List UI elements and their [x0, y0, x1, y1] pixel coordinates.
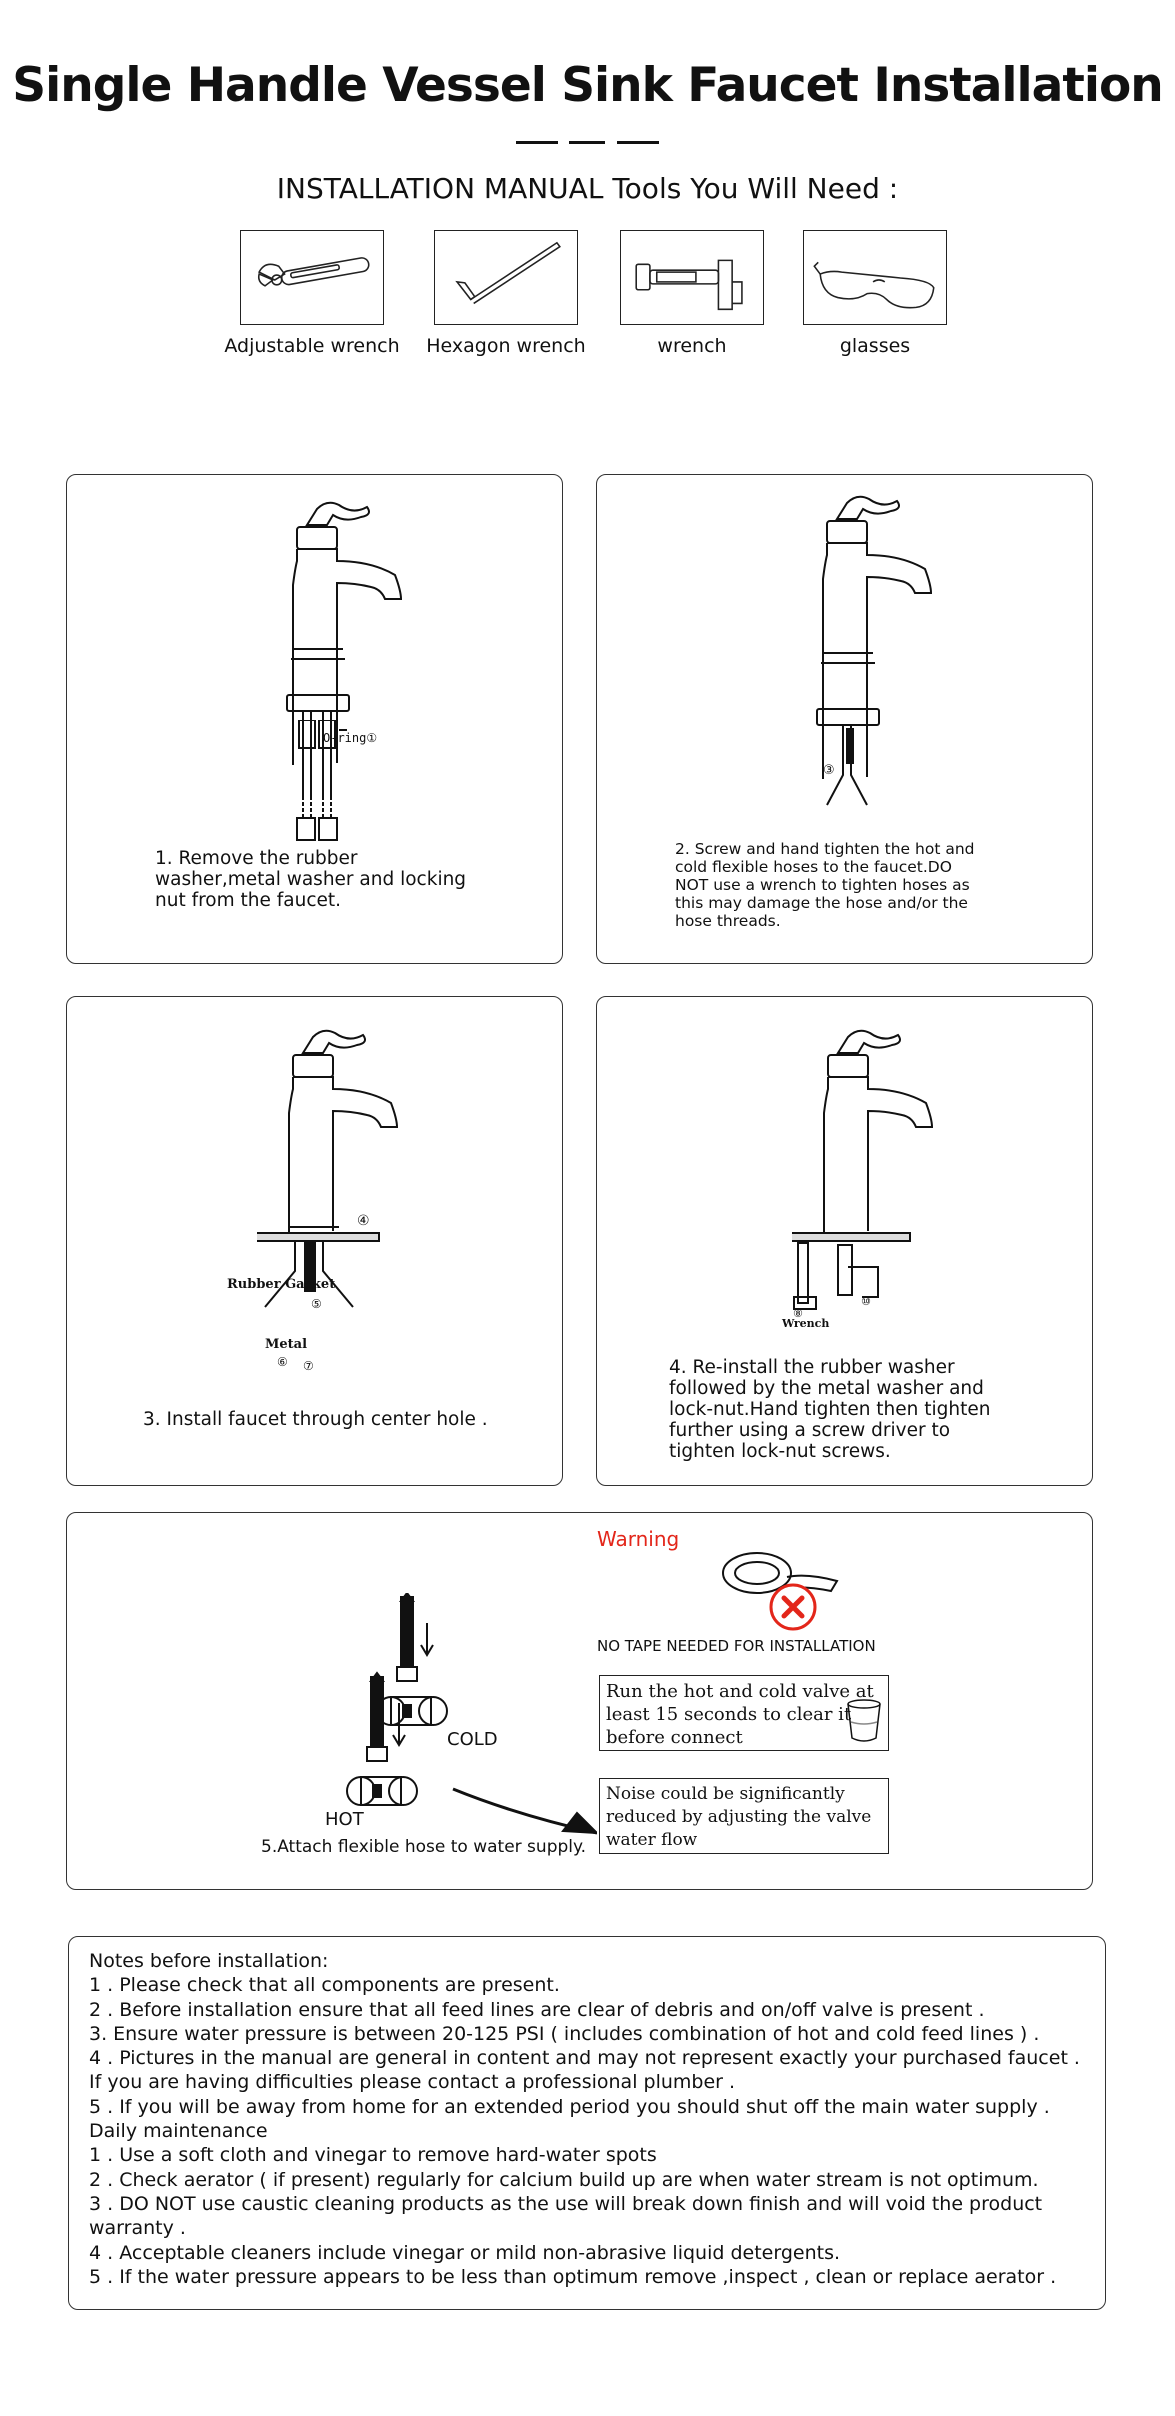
step-2-text: 2. Screw and hand tighten the hot and cold flexible hoses to the faucet.DO NOT use a wrench to tighten hoses as this may damage the hose and/or the hose threads.	[675, 840, 975, 930]
tools-heading: INSTALLATION MANUAL Tools You Will Need :	[276, 172, 899, 205]
step-4-panel	[596, 996, 1093, 1486]
step-1-text: 1. Remove the rubber washer,metal washer and locking nut from the faucet.	[155, 848, 467, 911]
valve-note: Run the hot and cold valve at least 15 seconds to clear it before connect	[599, 1675, 889, 1751]
step-1-panel	[66, 474, 563, 964]
step-2-panel	[596, 474, 1093, 964]
tool-label: Adjustable wrench	[224, 335, 400, 357]
cup-icon	[845, 1698, 883, 1744]
tool-label: wrench	[657, 335, 727, 357]
step-5-caption: 5.Attach flexible hose to water supply.	[261, 1837, 587, 1857]
safety-glasses-icon	[803, 230, 947, 325]
adjustable-wrench-icon	[240, 230, 384, 325]
metal-label: Metal	[265, 1337, 308, 1352]
cold-label: COLD	[447, 1729, 498, 1750]
callout-number: ⑧	[793, 1307, 803, 1320]
no-tape-note: NO TAPE NEEDED FOR INSTALLATION	[597, 1637, 876, 1655]
callout-number: ⑤	[311, 1297, 322, 1311]
note-item: 4 . Pictures in the manual are general in content and may not represent exactly your purchased faucet . If you are having difficulties please contact a professional plumber .	[89, 2047, 1080, 2094]
note-item: 3. Ensure water pressure is between 20-125 PSI ( includes combination of hot and cold feed lines ) .	[89, 2022, 1040, 2045]
tool-label: glasses	[839, 335, 911, 357]
step-4-text: 4. Re-install the rubber washer followed by the metal washer and lock-nut.Hand tighten then tighten further using a screw driver to tighten lock-nut screws.	[669, 1357, 991, 1462]
callout-number: ⑩	[861, 1295, 871, 1308]
faucet-locknut-illustration	[792, 1027, 1012, 1327]
rubber-gasket-label: Rubber Gasket	[227, 1277, 336, 1292]
maintenance-item: 4 . Acceptable cleaners include vinegar or mild non-abrasive liquid detergents.	[89, 2241, 841, 2264]
note-item: 5 . If you will be away from home for an extended period you should shut off the main water supply .	[89, 2095, 1050, 2118]
noise-note: Noise could be significantly reduced by adjusting the valve water flow	[599, 1778, 889, 1854]
basin-wrench-icon	[620, 230, 764, 325]
notes-panel	[68, 1936, 1106, 2310]
maintenance-heading: Daily maintenance	[89, 2120, 268, 2143]
callout-number: ③	[823, 763, 835, 778]
maintenance-item: 5 . If the water pressure appears to be less than optimum remove ,inspect , clean or replace aerator .	[89, 2265, 1057, 2288]
page-title: Single Handle Vessel Sink Faucet Installation	[12, 58, 1163, 113]
warning-panel	[66, 1512, 1093, 1890]
hexagon-wrench-icon	[434, 230, 578, 325]
tool-label: Hexagon wrench	[426, 335, 586, 357]
notes-heading: Notes before installation:	[89, 1950, 329, 1972]
callout-number: ④	[357, 1213, 370, 1229]
title-divider	[569, 141, 605, 144]
note-item: 1 . Please check that all components are present.	[89, 1974, 560, 1997]
maintenance-item: 3 . DO NOT use caustic cleaning products as the use will break down finish and will void the product warranty .	[89, 2192, 1043, 2240]
wrench-label: Wrench	[782, 1317, 830, 1330]
callout-number: ⑥	[277, 1355, 288, 1369]
callout-number: ⑦	[303, 1359, 314, 1373]
hot-label: HOT	[325, 1809, 364, 1830]
o-ring-callout: O-ring①	[323, 731, 378, 745]
title-divider	[617, 141, 659, 144]
warning-title: Warning	[597, 1527, 680, 1551]
maintenance-item: 2 . Check aerator ( if present) regularly for calcium build up are when water stream is not optimum.	[89, 2168, 1039, 2191]
maintenance-item: 1 . Use a soft cloth and vinegar to remove hard-water spots	[89, 2144, 657, 2167]
title-divider	[516, 141, 558, 144]
step-3-text: 3. Install faucet through center hole .	[143, 1409, 488, 1430]
prohibited-icon	[767, 1581, 819, 1633]
step-3-panel	[66, 996, 563, 1486]
note-item: 2 . Before installation ensure that all feed lines are clear of debris and on/off valve is present .	[89, 1998, 985, 2021]
